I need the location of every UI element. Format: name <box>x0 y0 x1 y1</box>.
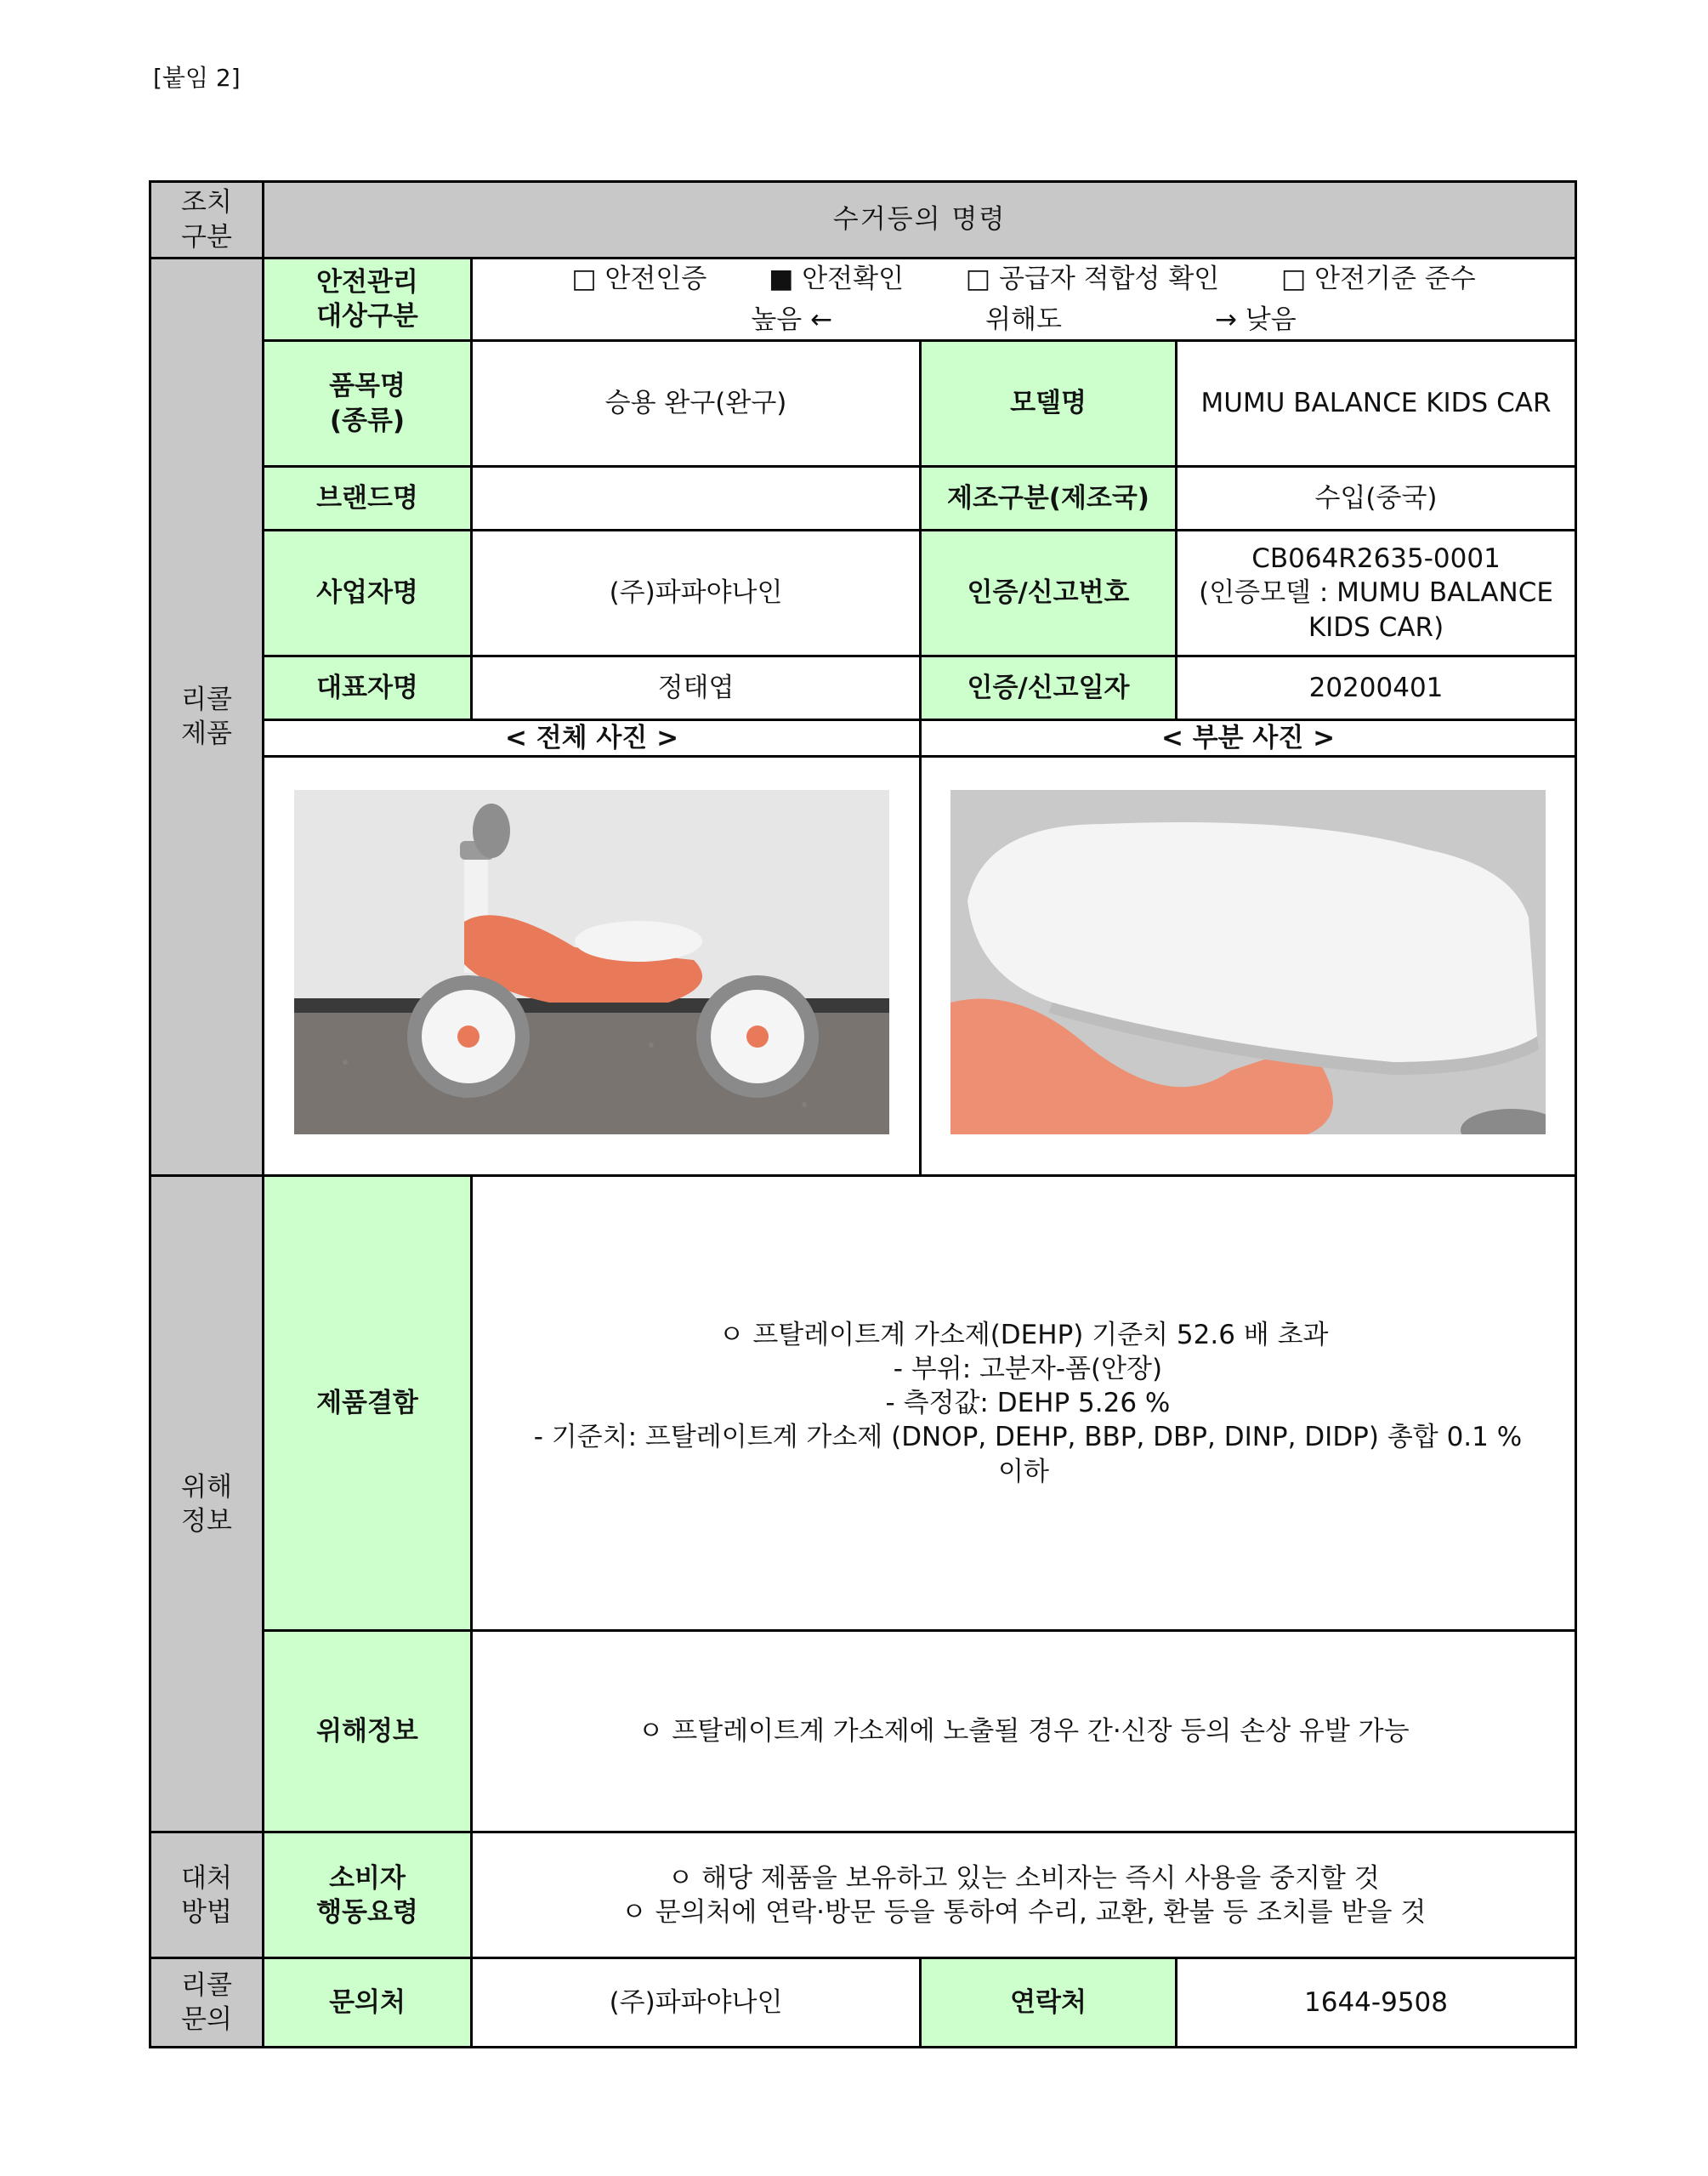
business-name-label: 사업자명 <box>264 531 472 656</box>
option-supplier-conformity: □ 공급자 적합성 확인 <box>965 263 1220 294</box>
product-section-label: 리콜 제품 <box>150 259 264 1176</box>
defect-details <box>472 1176 1576 1631</box>
guide-line: ㅇ 문의처에 연락·방문 등을 통하여 수리, 교환, 환불 등 조치를 받을 것 <box>621 1896 1427 1928</box>
cert-date-label: 인증/신고일자 <box>921 656 1177 720</box>
business-name-value: (주)파파야나인 <box>472 531 921 656</box>
defect-line: - 측정값: DEHP 5.26 % <box>877 1388 1171 1419</box>
brand-label: 브랜드명 <box>264 467 472 531</box>
defect-line: 이하 <box>998 1456 1049 1487</box>
attachment-label: [붙임 2] <box>153 64 241 92</box>
hazard-info-label: 위해정보 <box>264 1631 472 1832</box>
defect-line: - 부위: 고분자-폼(안장) <box>884 1353 1163 1384</box>
representative-label: 대표자명 <box>264 656 472 720</box>
origin-value: 수입(중국) <box>1177 467 1576 531</box>
defect-label: 제품결함 <box>264 1176 472 1631</box>
consumer-guide-label: 소비자 행동요령 <box>264 1832 472 1958</box>
contact-label: 문의처 <box>264 1958 472 2048</box>
page-title: 수거등의 명령 <box>264 182 1576 259</box>
model-label: 모델명 <box>921 341 1177 467</box>
safety-label: 안전관리 대상구분 <box>264 259 472 341</box>
phone-label: 연락처 <box>921 1958 1177 2048</box>
cert-number-label: 인증/신고번호 <box>921 531 1177 656</box>
hazard-info-text: ㅇ 프탈레이트계 가소제에 노출될 경우 간·신장 등의 손상 유발 가능 <box>472 1631 1576 1832</box>
recall-table <box>149 180 1577 2048</box>
consumer-guide <box>472 1832 1576 1958</box>
balance-bike-full-photo <box>294 790 889 1134</box>
full-photo-caption: < 전체 사진 > <box>264 720 921 757</box>
saddle-detail-photo <box>950 790 1546 1134</box>
model-value: MUMU BALANCE KIDS CAR <box>1177 341 1576 467</box>
cert-number-value: CB064R2635-0001 (인증모델 : MUMU BALANCE KIDS CAR) <box>1177 531 1576 656</box>
risk-scale-label: 위해도 <box>985 304 1062 335</box>
risk-scale-low: → 낮음 <box>1214 304 1297 335</box>
contact-value: (주)파파야나인 <box>472 1958 921 2048</box>
phone-value: 1644-9508 <box>1177 1958 1576 2048</box>
option-safety-check: ■ 안전확인 <box>769 263 905 294</box>
part-photo-caption: < 부분 사진 > <box>921 720 1576 757</box>
defect-line: - 기준치: 프탈레이트계 가소제 (DNOP, DEHP, BBP, DBP, DINP, DIDP) 총합 0.1 % <box>525 1422 1523 1453</box>
representative-value: 정태엽 <box>472 656 921 720</box>
full-photo-cell <box>264 757 921 1176</box>
safety-options <box>472 259 1576 341</box>
guide-line: ㅇ 해당 제품을 보유하고 있는 소비자는 즉시 사용을 중지할 것 <box>667 1862 1380 1894</box>
category-label: 조치 구분 <box>150 182 264 259</box>
option-safety-cert: □ 안전인증 <box>571 263 707 294</box>
part-photo-cell <box>921 757 1576 1176</box>
hazard-section-label: 위해 정보 <box>150 1176 264 1832</box>
action-section-label: 대처 방법 <box>150 1832 264 1958</box>
defect-line: ㅇ 프탈레이트계 가소제(DEHP) 기준치 52.6 배 초과 <box>718 1319 1329 1350</box>
origin-label: 제조구분(제조국) <box>921 467 1177 531</box>
brand-value <box>472 467 921 531</box>
inquiry-section-label: 리콜 문의 <box>150 1958 264 2048</box>
option-standard-compliance: □ 안전기준 준수 <box>1280 263 1476 294</box>
risk-scale-high: 높음 ← <box>751 304 833 335</box>
item-name-value: 승용 완구(완구) <box>472 341 921 467</box>
item-name-label: 품목명 (종류) <box>264 341 472 467</box>
cert-date-value: 20200401 <box>1177 656 1576 720</box>
